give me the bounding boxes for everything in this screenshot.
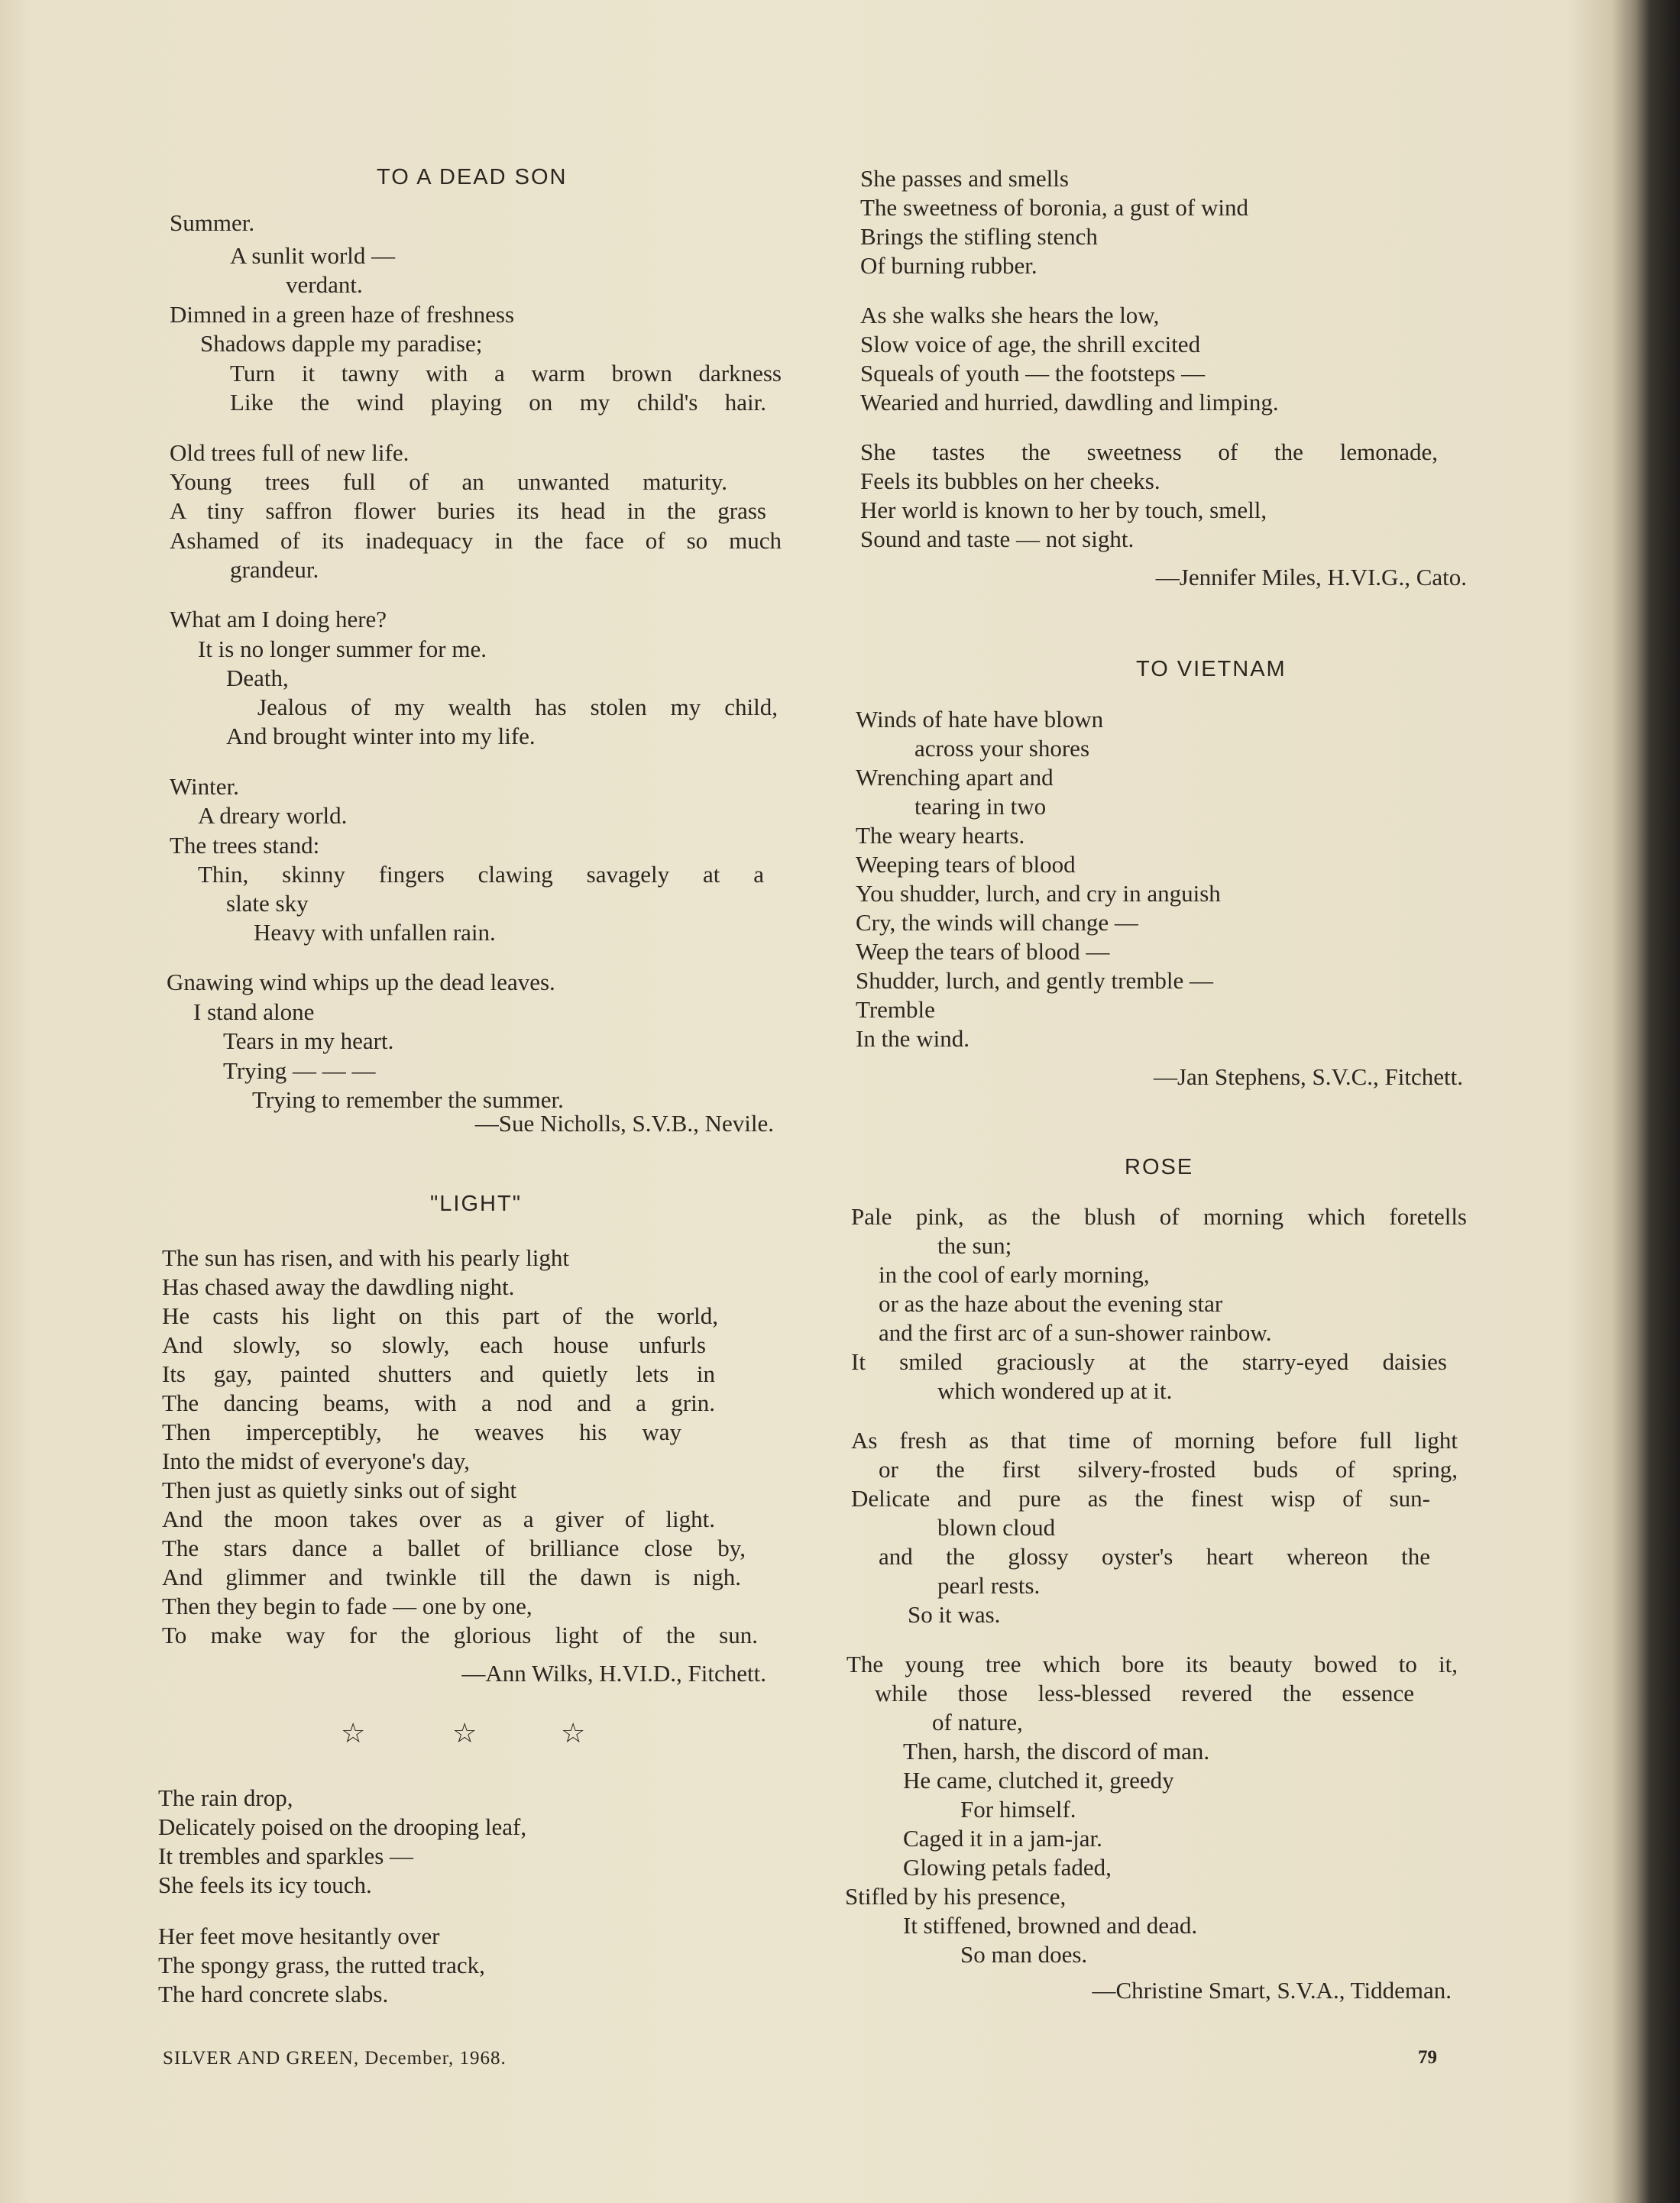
poem-line: Has chased away the dawdling night.: [162, 1273, 515, 1300]
poem-line: in the cool of early morning,: [879, 1261, 1150, 1288]
poem-line: The trees stand:: [170, 832, 320, 859]
poem-title-rose: ROSE: [1125, 1155, 1194, 1179]
poem-line: Winter.: [170, 773, 239, 800]
poem-line: across your shores: [914, 735, 1090, 762]
poem-line: He casts his light on this part of the world,: [162, 1302, 718, 1329]
poem-line: I stand alone: [193, 998, 315, 1025]
poem-line: He came, clutched it, greedy: [903, 1767, 1174, 1794]
poem-line: Into the midst of everyone's day,: [162, 1448, 471, 1474]
poem-author-to-vietnam: —Jan Stephens, S.V.C., Fitchett.: [1153, 1063, 1463, 1090]
poem-line: The rain drop,: [158, 1784, 293, 1811]
poem-line: As fresh as that time of morning before full light: [851, 1427, 1458, 1454]
poem-line: Jealous of my wealth has stolen my child,: [257, 694, 778, 720]
poem-line: And glimmer and twinkle till the dawn is nigh.: [162, 1564, 741, 1590]
poem-line: Death,: [226, 665, 289, 691]
poem-line: Heavy with unfallen rain.: [254, 919, 496, 946]
poem-line: Turn it tawny with a warm brown darkness: [230, 360, 782, 387]
poem-line: blown cloud: [937, 1514, 1056, 1541]
poem-line: The sun has risen, and with his pearly light: [162, 1244, 569, 1271]
poem-line: Slow voice of age, the shrill excited: [860, 331, 1201, 357]
poem-line: It trembles and sparkles —: [158, 1842, 414, 1869]
poem-line: Tremble: [856, 996, 935, 1023]
poem-line: the sun;: [937, 1232, 1012, 1259]
poem-line: A tiny saffron flower buries its head in the grass: [170, 497, 766, 524]
poem-author-rose: —Christine Smart, S.V.A., Tiddeman.: [1092, 1977, 1452, 2004]
poem-line: Dimned in a green haze of freshness: [170, 301, 515, 328]
poem-title-to-vietnam: TO VIETNAM: [1136, 657, 1287, 681]
star-icon: ☆: [561, 1718, 586, 1748]
poem-line: A dreary world.: [198, 802, 348, 829]
poem-line: of nature,: [932, 1709, 1023, 1736]
star-icon: ☆: [452, 1718, 477, 1748]
poem-line: To make way for the glorious light of the sun.: [162, 1622, 758, 1648]
poem-line: It stiffened, browned and dead.: [903, 1912, 1198, 1939]
poem-line: Like the wind playing on my child's hair.: [230, 389, 766, 416]
poem-line: The dancing beams, with a nod and a grin.: [162, 1389, 715, 1416]
poem-line: Her feet move hesitantly over: [158, 1923, 440, 1949]
poem-line: The sweetness of boronia, a gust of wind: [860, 194, 1248, 221]
poem-line: It is no longer summer for me.: [198, 636, 487, 662]
poem-line: She passes and smells: [860, 165, 1069, 192]
poem-author-light: —Ann Wilks, H.VI.D., Fitchett.: [461, 1660, 766, 1687]
poem-line: Then they begin to fade — one by one,: [162, 1593, 532, 1619]
poem-line: And brought winter into my life.: [226, 723, 536, 749]
poem-line: For himself.: [960, 1796, 1076, 1823]
poem-line: Then, harsh, the discord of man.: [903, 1738, 1210, 1765]
poem-line: What am I doing here?: [170, 606, 387, 632]
poem-line: She tastes the sweetness of the lemonade,: [860, 438, 1438, 465]
poem-line: Pale pink, as the blush of morning which foretells: [851, 1203, 1467, 1230]
poem-line: Shudder, lurch, and gently tremble —: [856, 967, 1213, 994]
poem-line: pearl rests.: [937, 1572, 1041, 1599]
poem-line: slate sky: [226, 890, 309, 917]
poem-line: verdant.: [286, 271, 363, 298]
poem-line: Delicate and pure as the finest wisp of sun-: [851, 1485, 1430, 1512]
poem-line: which wondered up at it.: [937, 1377, 1173, 1404]
poem-line: while those less-blessed revered the essence: [875, 1680, 1414, 1706]
publication-footer: SILVER AND GREEN, December, 1968.: [163, 2048, 507, 2069]
poem-line: Thin, skinny fingers clawing savagely at a: [198, 861, 764, 888]
star-icon: ☆: [341, 1718, 366, 1748]
poem-line: Sound and taste — not sight.: [860, 526, 1135, 552]
poem-line: Gnawing wind whips up the dead leaves.: [167, 969, 555, 995]
poem-line: And the moon takes over as a giver of light.: [162, 1506, 715, 1532]
poem-line: And slowly, so slowly, each house unfurls: [162, 1331, 706, 1358]
poem-line: Summer.: [170, 209, 255, 236]
poem-line: Tears in my heart.: [223, 1027, 394, 1054]
poem-line: So man does.: [960, 1941, 1088, 1968]
poem-line: The stars dance a ballet of brilliance close by,: [162, 1535, 746, 1561]
poem-line: Winds of hate have blown: [856, 706, 1104, 733]
poem-line: She feels its icy touch.: [158, 1871, 372, 1898]
poem-line: In the wind.: [856, 1025, 969, 1052]
poem-line: Weeping tears of blood: [856, 851, 1076, 878]
poem-line: Caged it in a jam-jar.: [903, 1825, 1102, 1852]
poem-line: Feels its bubbles on her cheeks.: [860, 467, 1160, 494]
poem-line: The weary hearts.: [856, 822, 1025, 849]
poem-line: Squeals of youth — the footsteps —: [860, 360, 1206, 387]
poem-line: Ashamed of its inadequacy in the face of so much: [170, 527, 782, 554]
poem-line: or the first silvery-frosted buds of spring,: [879, 1456, 1458, 1483]
poem-title-light: "LIGHT": [430, 1192, 522, 1216]
poem-line: The young tree which bore its beauty bowed to it,: [846, 1651, 1458, 1677]
page-number: 79: [1418, 2047, 1437, 2068]
poem-line: Its gay, painted shutters and quietly lets in: [162, 1360, 715, 1387]
poem-line: Of burning rubber.: [860, 252, 1037, 279]
poem-line: and the first arc of a sun-shower rainbow.: [879, 1319, 1272, 1346]
poem-line: Her world is known to her by touch, smell,: [860, 497, 1267, 523]
poem-author-rain-drop: —Jennifer Miles, H.VI.G., Cato.: [1155, 564, 1467, 590]
poem-line: Brings the stifling stench: [860, 223, 1098, 250]
poem-author-to-a-dead-son: —Sue Nicholls, S.V.B., Nevile.: [474, 1110, 774, 1137]
poem-line: Shadows dapple my paradise;: [200, 330, 483, 357]
poem-line: The hard concrete slabs.: [158, 1981, 389, 2007]
poem-line: Then imperceptibly, he weaves his way: [162, 1419, 681, 1445]
poem-line: You shudder, lurch, and cry in anguish: [856, 880, 1221, 907]
poem-line: The spongy grass, the rutted track,: [158, 1952, 485, 1978]
poem-line: Then just as quietly sinks out of sight: [162, 1477, 517, 1503]
star-separator: [0, 1717, 688, 1751]
poem-line: Trying — — —: [223, 1057, 376, 1084]
poem-line: Young trees full of an unwanted maturity.: [170, 468, 727, 495]
poem-line: Wrenching apart and: [856, 764, 1054, 791]
poem-line: It smiled graciously at the starry-eyed daisies: [851, 1348, 1447, 1375]
poem-line: and the glossy oyster's heart whereon the: [879, 1543, 1430, 1570]
poem-line: or as the haze about the evening star: [879, 1290, 1223, 1317]
poem-line: As she walks she hears the low,: [860, 302, 1160, 328]
poem-line: Wearied and hurried, dawdling and limping.: [860, 389, 1279, 416]
poem-title-to-a-dead-son: TO A DEAD SON: [377, 165, 568, 189]
poem-line: Cry, the winds will change —: [856, 909, 1138, 936]
poem-line: A sunlit world —: [230, 242, 396, 269]
poem-line: Trying to remember the summer.: [252, 1086, 564, 1113]
poem-line: Stifled by his presence,: [845, 1883, 1067, 1910]
poem-line: Old trees full of new life.: [170, 439, 409, 466]
poem-line: grandeur.: [230, 556, 319, 583]
poem-line: tearing in two: [914, 793, 1047, 820]
poem-line: So it was.: [908, 1601, 1001, 1628]
poem-line: Glowing petals faded,: [903, 1854, 1112, 1881]
poem-line: Weep the tears of blood —: [856, 938, 1110, 965]
poem-line: Delicately poised on the drooping leaf,: [158, 1813, 527, 1840]
